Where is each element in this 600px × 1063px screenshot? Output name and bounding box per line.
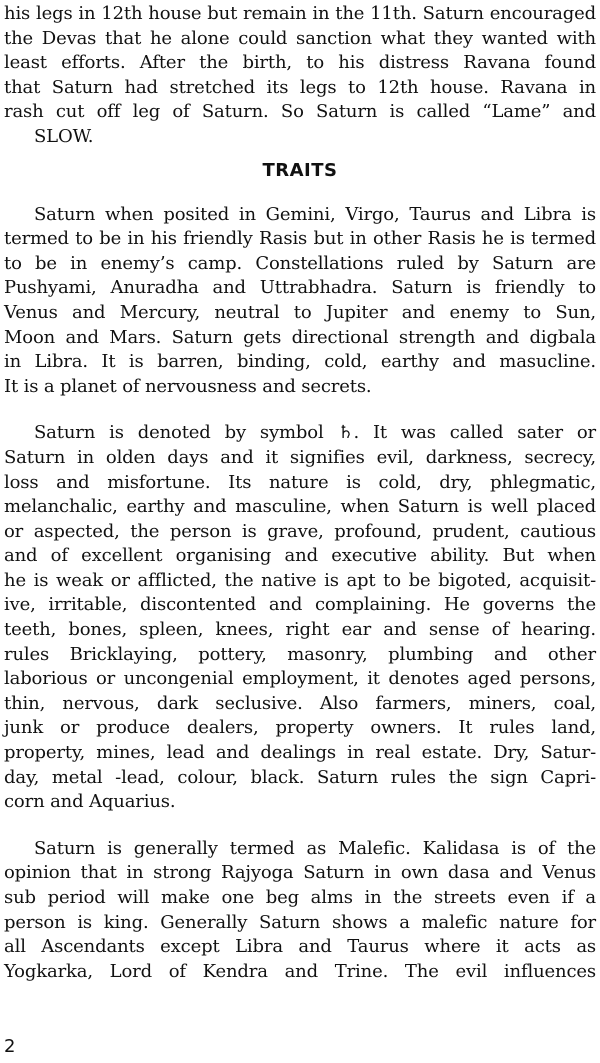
paragraph-friendly-rasis (4, 203, 596, 400)
text-line: Saturn is generally termed as Malefic. Kalidasa is of the (34, 837, 596, 859)
text-line: or aspected, the person is grave, profound, prudent, cautious (4, 520, 596, 542)
text-line: least efforts. After the birth, to his distress Ravana found (4, 52, 596, 74)
section-heading: TRAITS (262, 159, 338, 181)
paragraph-malefic (4, 837, 596, 985)
text-line: and of excellent organising and executive ability. But when (4, 545, 596, 567)
text-line: teeth, bones, spleen, knees, right ear and sense of hearing. (4, 619, 596, 641)
text-line: that Saturn had stretched its legs to 12th house. Ravana in (4, 76, 596, 98)
text-line: opinion that in strong Rajyoga Saturn in own dasa and Venus (4, 862, 596, 884)
text-line: termed to be in his friendly Rasis but in other Rasis he is termed (4, 228, 596, 250)
text-line: day, metal -lead, colour, black. Saturn rules the sign Capri- (4, 766, 596, 788)
text-line: in Libra. It is barren, binding, cold, earthy and masucline. (4, 351, 596, 373)
text-line: melanchalic, earthy and masculine, when Saturn is well placed (4, 496, 596, 518)
text-line: he is weak or afflicted, the native is apt to be bigoted, acquisit- (4, 569, 596, 591)
text-line: SLOW. (34, 125, 94, 147)
text-line: the Devas that he alone could sanction what they wanted with (4, 27, 596, 49)
text-line: sub period will make one beg alms in the streets even if a (4, 887, 596, 908)
text-line: Venus and Mercury, neutral to Jupiter and enemy to Sun, (4, 301, 596, 323)
text-line: rash cut off leg of Saturn. So Saturn is called “Lame” and (4, 101, 596, 123)
text-line: Saturn when posited in Gemini, Virgo, Taurus and Libra is (34, 203, 596, 225)
text-line: Moon and Mars. Saturn gets directional strength and digbala (4, 326, 596, 348)
text-line: thin, nervous, dark seclusive. Also farmers, miners, coal, (4, 692, 596, 714)
text-line: his legs in 12th house but remain in the 11th. Saturn encouraged (4, 3, 596, 24)
page-number: 2 (4, 1036, 16, 1057)
text-line: Saturn is denoted by symbol ♄. It was called sater or (34, 422, 596, 444)
paragraph-spacer (4, 815, 596, 837)
text-line: ive, irritable, discontented and complaining. He governs the (4, 594, 596, 616)
text-line: It is a planet of nervousness and secrets. (4, 375, 372, 397)
text-line: Pushyami, Anuradha and Uttrabhadra. Saturn is friendly to (4, 277, 596, 299)
paragraph-spacer (4, 399, 596, 421)
paragraph-symbol (4, 421, 596, 815)
text-line: property, mines, lead and dealings in real estate. Dry, Satur- (4, 742, 596, 764)
text-line: rules Bricklaying, pottery, masonry, plumbing and other (4, 643, 596, 665)
text-line: Saturn in olden days and it signifies evil, darkness, secrecy, (4, 446, 596, 468)
text-line: Yogkarka, Lord of Kendra and Trine. The evil influences (4, 960, 596, 982)
text-line: to be in enemy’s camp. Constellations ruled by Saturn are (4, 252, 596, 274)
text-line: junk or produce dealers, property owners. It rules land, (4, 717, 596, 739)
text-line: loss and misfortune. Its nature is cold, dry, phlegmatic, (4, 471, 596, 493)
text-line: person is king. Generally Saturn shows a malefic nature for (4, 911, 596, 933)
text-line: corn and Aquarius. (4, 791, 176, 813)
text-line: all Ascendants except Libra and Taurus where it acts as (4, 936, 596, 958)
intro-paragraph (4, 2, 596, 150)
text-line: laborious or uncongenial employment, it denotes aged persons, (4, 668, 596, 690)
